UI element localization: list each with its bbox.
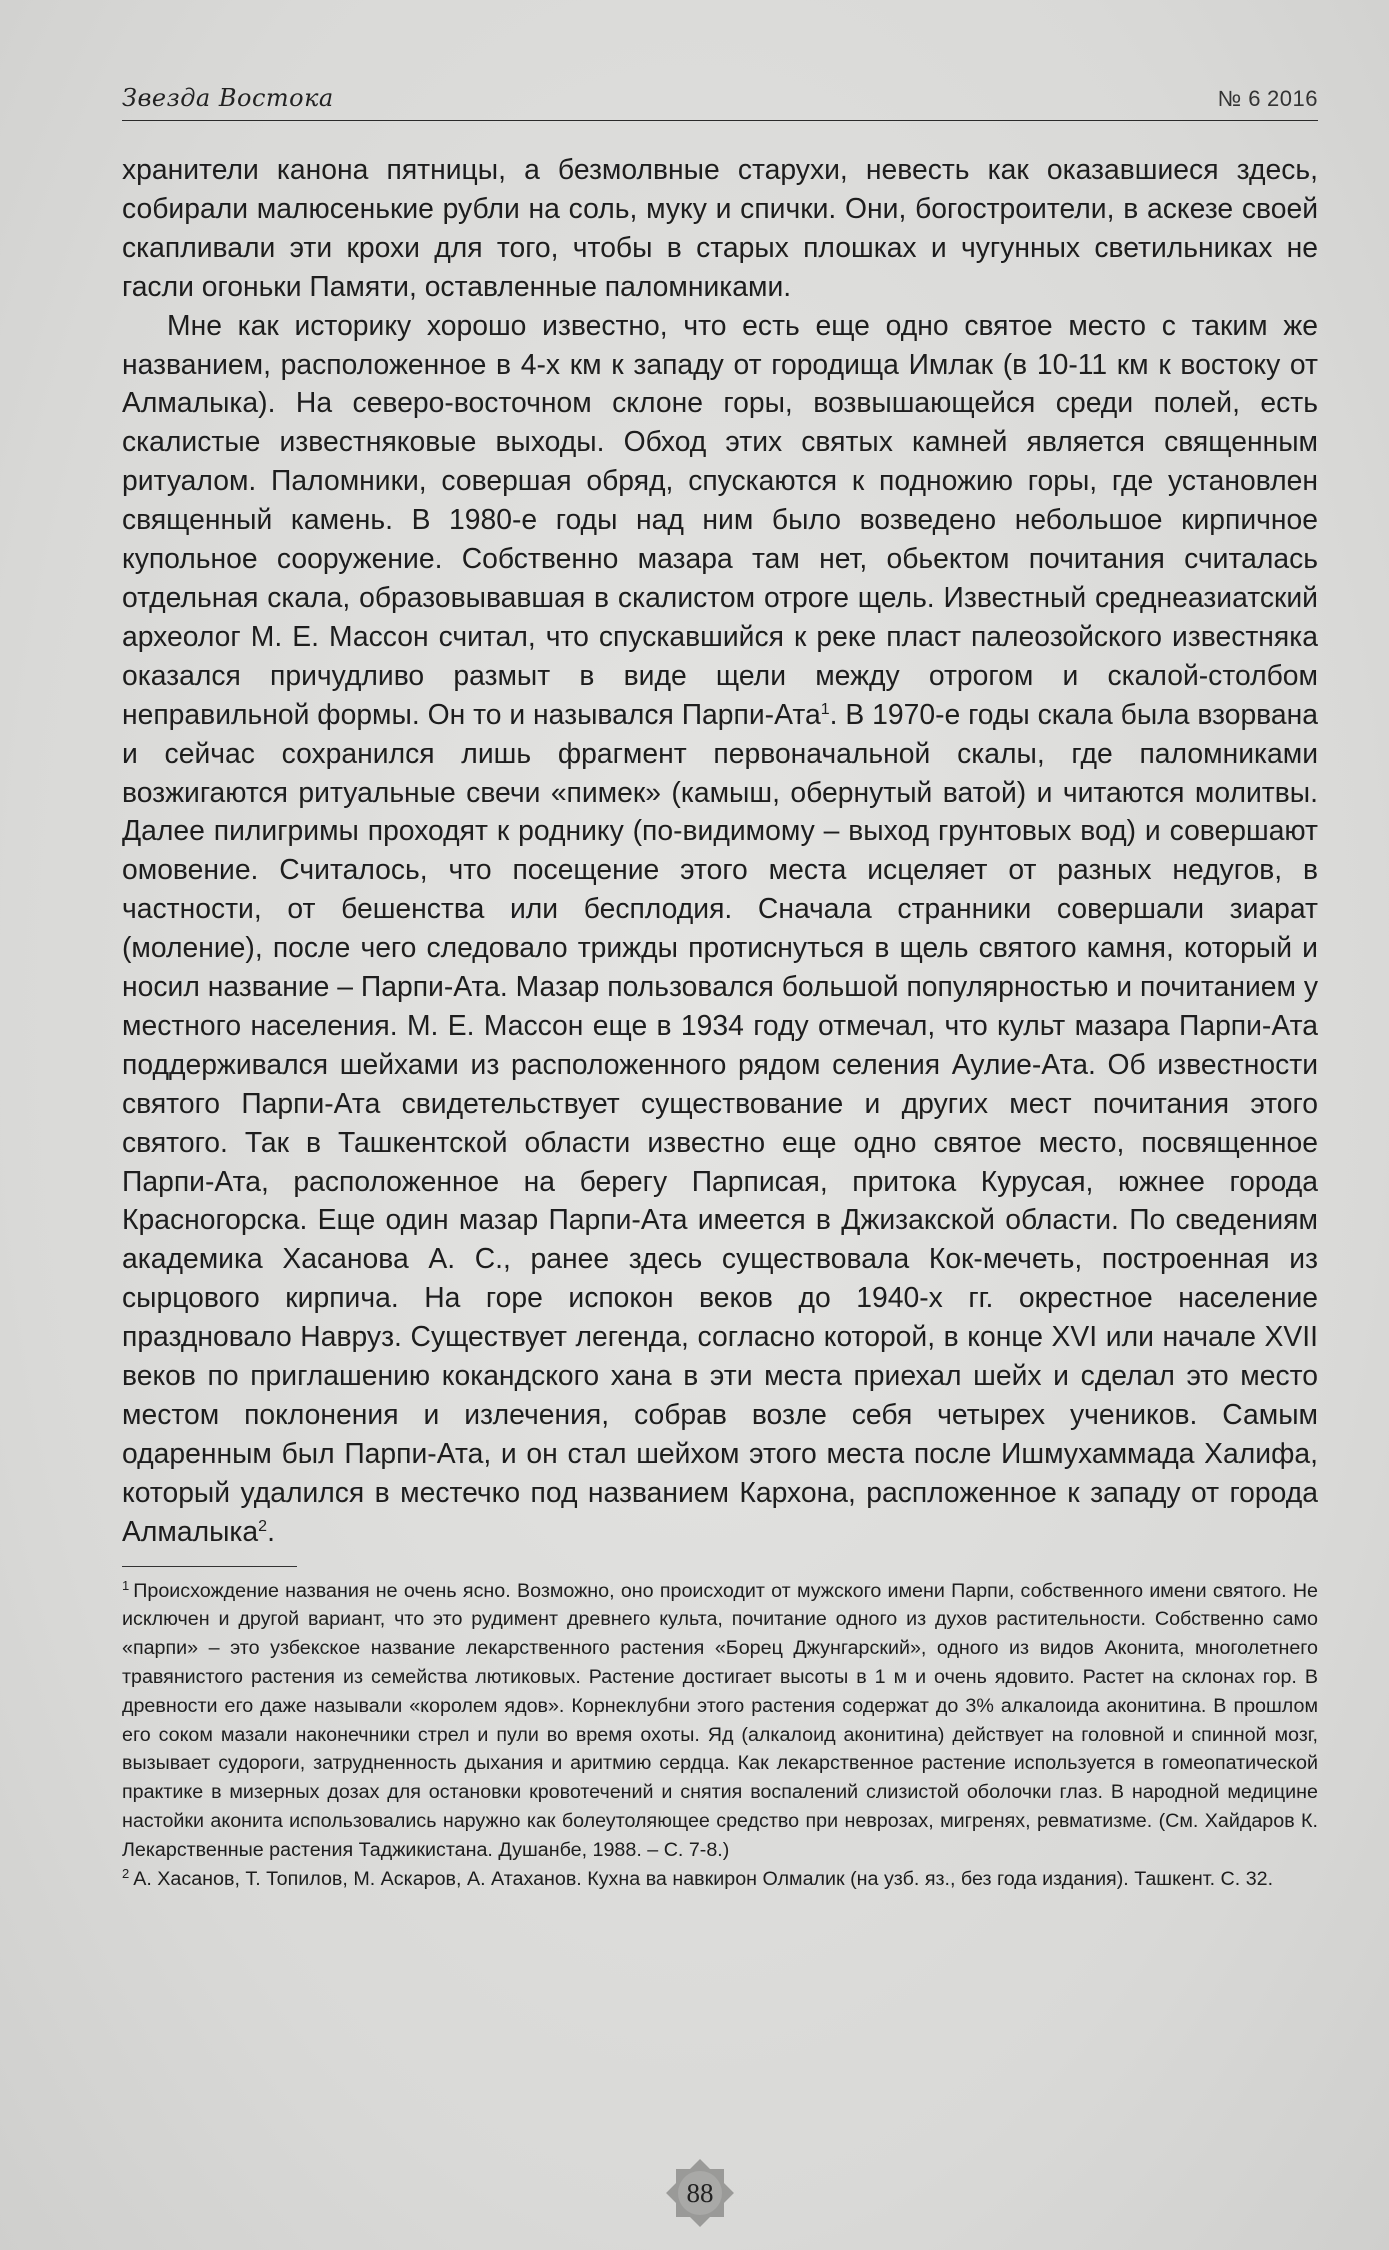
footnote-ref-1[interactable]: 1 xyxy=(820,700,830,718)
page-number-badge xyxy=(662,2155,738,2231)
issue-info xyxy=(1212,86,1318,112)
footnote-1 xyxy=(122,1577,1318,1865)
issue-year: 2016 xyxy=(1267,86,1318,111)
paragraph-end: . xyxy=(267,1514,275,1547)
issue-number: № 6 xyxy=(1217,86,1262,111)
paragraph-2 xyxy=(122,306,1318,1551)
footnote-2 xyxy=(122,1865,1318,1894)
footnote-marker: 2 xyxy=(122,1865,130,1881)
paragraph-text-continued: . В 1970-е годы скала была взорвана и сейчас сохранился лишь фрагмент первоначальной скалы, где паломниками возжигаются ритуальные свечи «пимек» (камыш, обернутый ватой) и читаются молитвы. Далее пилигримы проходят к роднику (по-видимому – выход грунтовых вод) и совершают омовение. Считалось, что посещение этого места исцеляет от разных недугов, в частности, от бешенства или бесплодия. Сначала странники совершали зиарат (моление), после чего следовало трижды протиснуться в щель святого камня, который и носил название – Парпи-Ата. Мазар пользовался большой популярностью и почитанием у местного населения. М. Е. Массон еще в 1934 году отмечал, что культ мазара Парпи-Ата поддерживался шейхами из расположенного рядом селения Аулие-Ата. Об известности святого Парпи-Ата свидетельствует существование и других мест почитания этого святого. Так в Ташкентской области известно еще одно святое место, посвященное Парпи-Ата, расположенное на берегу Парписая, притока Курусая, южнее города Красногорска. Еще один мазар Парпи-Ата имеется в Джизакской области. По сведениям академика Хасанова А. С., ранее здесь существовала Кок-мечеть, построенная из сырцового кирпича. На горе испокон веков до 1940-х гг. окрестное население праздновало Навруз. Существует легенда, согласно которой, в конце XVI или начале XVII веков по приглашению кокандского хана в эти места приехал шейх и сделал это место местом поклонения и излечения, собрав возле себя четырех учеников. Самым одаренным был Парпи-Ата, и он стал шейхом этого места после Ишмухаммада Халифа, который удалился в местечко под названием Кархона, распложенное к западу от города Алмалыка xyxy=(122,697,1318,1547)
footnote-ref-2[interactable]: 2 xyxy=(258,1517,268,1535)
footnote-marker: 1 xyxy=(122,1577,130,1593)
page-content xyxy=(122,150,1318,1893)
page-number: 88 xyxy=(686,2178,714,2208)
footnote-text: А. Хасанов, Т. Топилов, М. Аскаров, А. Атаханов. Кухна ва навкирон Олмалик (на узб. яз., без года издания). Ташкент. С. 32. xyxy=(133,1867,1274,1890)
paragraph-text: хранители канона пятницы, а безмолвные старухи, невесть как оказавшиеся здесь, собирали малюсенькие рубли на соль, муку и спички. Они, богостроители, в аскезе своей скапливали эти крохи для того, чтобы в старых плошках и чугунных светильниках не гасли огоньки Памяти, оставленные паломниками. xyxy=(122,153,1318,302)
journal-title: Звезда Востока xyxy=(122,84,334,112)
footnote-text: Происхождение названия не очень ясно. Возможно, оно происходит от мужского имени Парпи, собственного имени святого. Не исключен и другой вариант, что это рудимент древнего культа, почитание одного из духов растительности. Собственно само «парпи» – это узбекское название лекарственного растения «Борец Джунгарский», одного из видов Аконита, многолетнего травянистого растения из семейства лютиковых. Растение достигает высоты в 1 м и очень ядовито. Растет на склонах гор. В древности его даже называли «королем ядов». Корнеклубни этого растения содержат до 3% алкалоида аконитина. В прошлом его соком мазали наконечники стрел и пули во время охоты. Яд (алкалоид аконитина) действует на головной и спинной мозг, вызывает судороги, затрудненность дыхания и аритмию сердца. Как лекарственное растение используется в гомеопатической практике в мизерных дозах для остановки кровотечений и снятия воспалений слизистой оболочки глаз. В народной медицине настойки аконита использовались наружно как болеутоляющее средство при неврозах, мигренях, ревматизме. (См. Хайдаров К. Лекарственные растения Таджикистана. Душанбе, 1988. – С. 7-8.) xyxy=(122,1579,1318,1861)
running-header xyxy=(122,70,1318,121)
paragraph-text: Мне как историку хорошо известно, что есть еще одно святое место с таким же названием, расположенное в 4-х км к западу от городища Имлак (в 10-11 км к востоку от Алмалыка). На северо-восточном склоне горы, возвышающейся среди полей, есть скалистые известняковые выходы. Обход этих святых камней является священным ритуалом. Паломники, совершая обряд, спускаются к подножию горы, где установлен священный камень. В 1980-е годы над ним было возведено небольшое кирпичное купольное сооружение. Собственно мазара там нет, обьектом почитания считалась отдельная скала, образовывавшая в скалистом отроге щель. Известный среднеазиатский археолог М. Е. Массон считал, что спускавшийся к реке пласт палеозойского известняка оказался причудливо размыт в виде щели между отрогом и скалой-столбом неправильной формы. Он то и назывался Парпи-Ата xyxy=(122,308,1318,730)
paragraph-1 xyxy=(122,150,1318,306)
footnote-separator xyxy=(122,1566,297,1567)
